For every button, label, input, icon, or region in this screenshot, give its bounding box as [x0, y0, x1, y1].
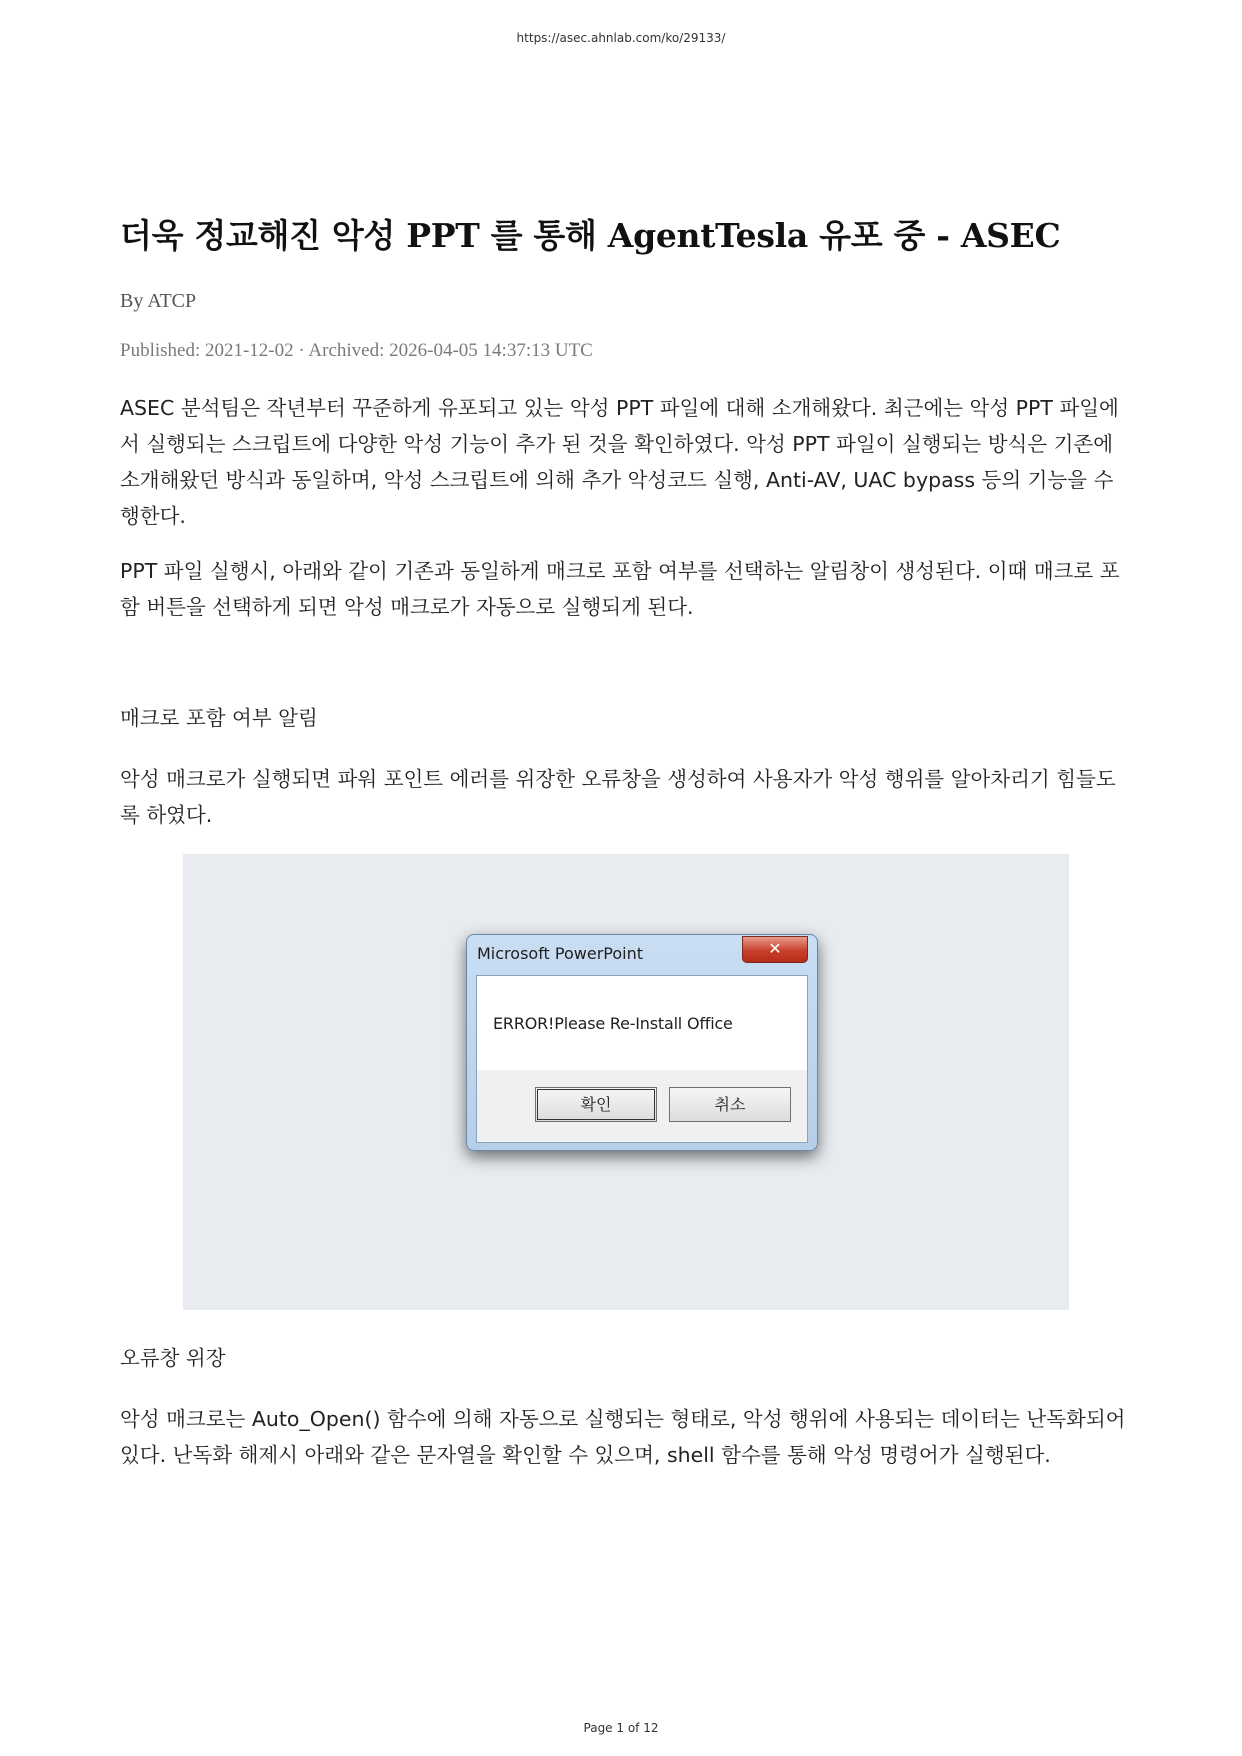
caption-macro-alert: 매크로 포함 여부 알림	[120, 706, 318, 730]
page-url: https://asec.ahnlab.com/ko/29133/	[516, 31, 726, 45]
article-title: 더욱 정교해진 악성 PPT 를 통해 AgentTesla 유포 중 - ASEC	[120, 216, 1061, 255]
dialog-message-area	[477, 976, 807, 1070]
paragraph-error-disguise: 악성 매크로가 실행되면 파워 포인트 에러를 위장한 오류창을 생성하여 사용자가 악성 행위를 알아차리기 힘들도록 하였다.	[120, 767, 1116, 827]
article-meta: Published: 2021-12-02 · Archived: 2026-04-05 14:37:13 UTC	[120, 340, 593, 361]
caption-error-disguise: 오류창 위장	[120, 1346, 226, 1370]
paragraph-intro: ASEC 분석팀은 작년부터 꾸준하게 유포되고 있는 악성 PPT 파일에 대해 소개해왔다. 최근에는 악성 PPT 파일에서 실행되는 스크립트에 다양한 악성 기능이 추가 된 것을 확인하였다. 악성 PPT 파일이 실행되는 방식은 기존에 소개해왔던 방식과 동일하며, 악성 스크립트에 의해 추가 악성코드 실행, Anti-AV, UAC bypass 등의 기능을 수행한다.	[120, 396, 1119, 528]
dialog-message: ERROR!Please Re-Install Office	[493, 1014, 733, 1033]
article-byline: By ATCP	[120, 290, 197, 312]
dialog-close-button	[742, 936, 808, 963]
paragraph-macro-prompt: PPT 파일 실행시, 아래와 같이 기존과 동일하게 매크로 포함 여부를 선택하는 알림창이 생성된다. 이때 매크로 포함 버튼을 선택하게 되면 악성 매크로가 자동으로 실행되게 된다.	[120, 559, 1120, 619]
figure-error-dialog	[183, 854, 1069, 1310]
dialog-title: Microsoft PowerPoint	[477, 944, 643, 963]
page-number: Page 1 of 12	[583, 1721, 659, 1735]
paragraph-auto-open: 악성 매크로는 Auto_Open() 함수에 의해 자동으로 실행되는 형태로, 악성 행위에 사용되는 데이터는 난독화되어 있다. 난독화 해제시 아래와 같은 문자열을 확인할 수 있으며, shell 함수를 통해 악성 명령어가 실행된다.	[120, 1407, 1126, 1467]
dialog-cancel-button: 취소	[669, 1087, 791, 1122]
dialog-body	[476, 975, 808, 1143]
dialog-ok-button: 확인	[535, 1087, 657, 1122]
powerpoint-error-dialog	[466, 934, 818, 1151]
close-icon: ✕	[768, 939, 782, 958]
